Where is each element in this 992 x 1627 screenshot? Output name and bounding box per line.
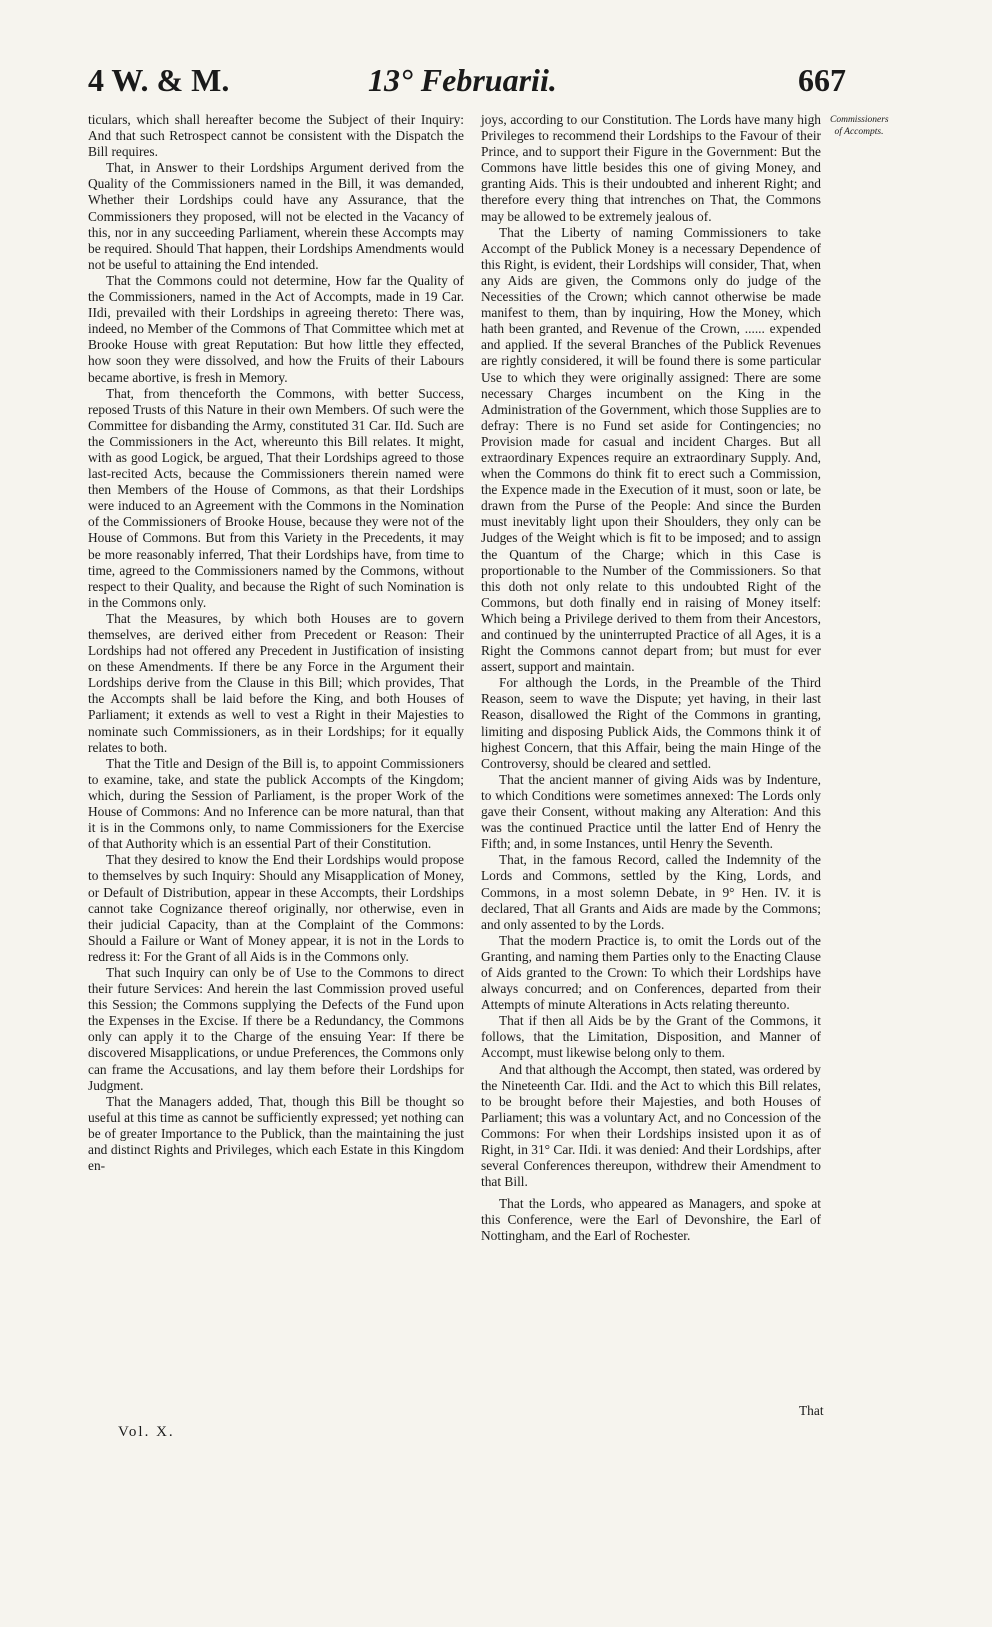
paragraph: That, in the famous Record, called the Indemnity of the Lords and Commons, settled by the King, Lords, and Commons, in a most solemn Debate, in 9° Hen. IV. it is declared, That all Grants and Aids are made by the Commons; and only assented to by the Lords. [481,852,821,932]
running-header [88,62,846,102]
paragraph: ticulars, which shall hereafter become the Subject of their Inquiry: And that such Retrospect cannot be consistent with the Dispatch the Bill requires. [88,112,464,160]
page-number: 667 [798,62,846,98]
paragraph: That, in Answer to their Lordships Argument derived from the Quality of the Commissioners named in the Bill, it was demanded, Whether their Lordships could have any Assurance, that the Commissioners they proposed, will not be elected in the Vacancy of this, nor in any succeeding Parliament, wherein these Accompts may be required. Should That happen, their Lordships Amendments would not be useful to attaining the End intended. [88,160,464,272]
margin-note: Commissioners of Accompts. [830,115,889,137]
paragraph: That they desired to know the End their Lordships would propose to themselves by such Inquiry: Should any Misapplication of Money, or Default of Distribution, appear in these Accompts, their Lordships cannot take Cognizance thereof originally, nor otherwise, even in their judicial Capacity, than at the Complaint of the Commons: Should a Failure or Want of Money appear, it is not in the Lords to redress it: For the Grant of all Aids is in the Commons only. [88,852,464,964]
paragraph: That the modern Practice is, to omit the Lords out of the Granting, and naming them Parties only to the Enacting Clause of Aids granted to the Crown: To which their Lordships have always concurred; and on Conferences, departed from their Attempts of minute Alterations in Acts relating thereunto. [481,932,821,1013]
right-column [481,112,821,1245]
paragraph: That such Inquiry can only be of Use to the Commons to direct their future Services: And herein the last Commission proved useful this Session; the Commons supplying the Defects of the Fund upon the Expenses in the Excise. If there be a Redundancy, the Commons only can apply it to the Charge of the ensuing Year: If there be discovered Misapplications, or undue Preferences, the Commons only can frame the Accusations, and lay them before their Lordships for Judgment. [88,964,464,1093]
paragraph: That the Measures, by which both Houses are to govern themselves, are derived either from Precedent or Reason: Their Lordships had not offered any Precedent in Justification of insisting on these Amendments. If there be any Force in the Argument their Lordships derive from the Clause in this Bill; which provides, That the Accompts shall be laid before the King, and both Houses of Parliament; it extends as well to vest a Right in their Majesties to nominate such Commissioners, as in their Lordships; for it equally relates to both. [88,610,464,755]
catchword: That [799,1403,824,1418]
volume-signature: Vol. X. [118,1424,175,1440]
left-column [88,112,464,1174]
paragraph: That the Commons could not determine, How far the Quality of the Commissioners, named in the Act of Accompts, made in 19 Car. IIdi, prevailed with their Lordships in agreeing thereto: There was, indeed, no Member of the Commons of That Committee which met at Brooke House with great Reputation: But how little they effected, how soon they were dissolved, and how the Fruits of their Labours became abortive, is fresh in Memory. [88,272,464,385]
paragraph: That the ancient manner of giving Aids was by Indenture, to which Conditions were sometimes annexed: The Lords only gave their Consent, without making any Alteration: And this was the continued Practice until the latter End of Henry the Fifth; and, in some Instances, until Henry the Seventh. [481,771,821,852]
header-regnal-year: 4 W. & M. [88,62,230,98]
paragraph: joys, according to our Constitution. The Lords have many high Privileges to recommend their Lordships to the Favour of their Prince, and to support their Figure in the Government: But the Commons have little besides this one of giving Money, and granting Aids. This is their undoubted and inherent Right; and therefore every thing that intrenches on That, the Commons may be allowed to be extremely jealous of. [481,112,821,224]
paragraph: That the Managers added, That, though this Bill be thought so useful at this time as cannot be sufficiently expressed; yet nothing can be of greater Importance to the Publick, than the maintaining the just and distinct Rights and Privileges, which each Estate in this Kingdom en- [88,1093,464,1174]
paragraph: That the Liberty of naming Commissioners to take Accompt of the Publick Money is a necessary Dependence of this Right, is evident, their Lordships will consider, That, when any Aids are given, the Commons only do judge of the Necessities of the Crown; which cannot otherwise be made manifest to them, than by inquiring, How the Money, which hath been granted, and Revenue of the Crown, ...... expended and applied. If the several Branches of the Publick Revenues are rightly considered, it will be found there is some particular Use to which they were originally assigned: There are some necessary Charges incumbent on the King in the Administration of the Government, which those Supplies are to defray: There is no Fund set aside for Contingencies; no Provision made for casual and incident Charges. But all extraordinary Expences require an extraordinary Supply. And, when the Commons do think fit to erect such a Commission, the Expence made in the Execution of it must, soon or late, be drawn from the Purse of the People: And since the Burden must inevitably light upon their Shoulders, they only can be Judges of the Weight which is fit to be imposed; and to assign the Quantum of the Charge; which in this Case is proportionable to the Number of the Commissioners. So that this doth not only relate to this undoubted Right of the Commons, but doth finally end in raising of Money itself: Which being a Privilege derived to them from their Ancestors, and continued by the uninterrupted Practice of all Ages, it is a Right the Commons cannot depart from; but must for ever assert, support and maintain. [481,224,821,675]
paragraph: That if then all Aids be by the Grant of the Commons, it follows, that the Limitation, Disposition, and Manner of Accompt, must likewise belong only to them. [481,1013,821,1061]
paragraph: That the Title and Design of the Bill is, to appoint Commissioners to examine, take, and state the publick Accompts of the Kingdom; which, during the Session of Parliament, is the proper Work of the House of Commons: And no Inference can be more natural, than that it is in the Commons only, to name Commissioners for the Exercise of that Authority which is an essential Part of their Constitution. [88,755,464,852]
paragraph: For although the Lords, in the Preamble of the Third Reason, seem to wave the Dispute; yet having, in their last Reason, disallowed the Right of the Commons in granting, limiting and disposing Publick Aids, the Commons think it of highest Concern, that this Affair, being the main Hinge of the Controversy, should be cleared and settled. [481,675,821,771]
paragraph: That the Lords, who appeared as Managers, and spoke at this Conference, were the Earl of Devonshire, the Earl of Nottingham, and the Earl of Rochester. [481,1196,821,1244]
paragraph: That, from thenceforth the Commons, with better Success, reposed Trusts of this Nature in their own Members. Of such were the Committee for disbanding the Army, constituted 31 Car. IId. Such are the Commissioners in the Act, whereunto this Bill relates. It might, with as good Logick, be argued, That their Lordships agreed to those last-recited Acts, because the Commissioners therein named were then Members of the House of Commons, as that their Lordships were induced to an Agreement with the Commons in the Nomination of the Commissioners of Brooke House, because they were not of the House of Commons. But from this Variety in the Precedents, it may be more reasonably inferred, That their Lordships have, from time to time, agreed to the Commissioners named by the Commons, without respect to their Quality, and because the Right of such Nomination is in the Commons only. [88,385,464,610]
header-date: 13° Februarii. [368,62,557,98]
paragraph: And that although the Accompt, then stated, was ordered by the Nineteenth Car. IIdi. and the Act to which this Bill relates, to be brought before their Majesties, and both Houses of Parliament; this was a voluntary Act, and no Concession of the Commons: For when their Lordships insisted upon it as of Right, in 31° Car. IIdi. it was denied: And their Lordships, after several Conferences thereupon, withdrew their Amendment to that Bill. [481,1061,821,1190]
